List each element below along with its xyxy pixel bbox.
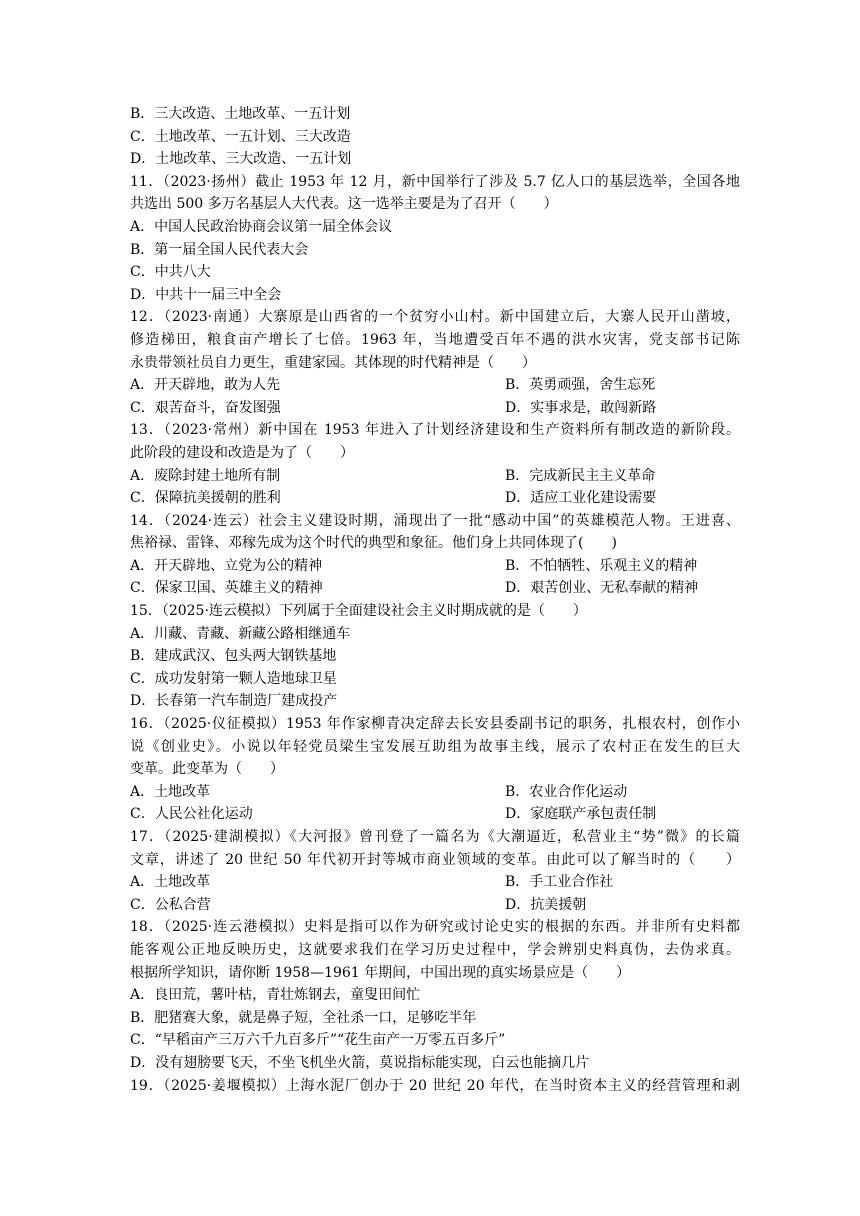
- text-line: 文章，讲述了 20 世纪 50 年代初开封等城市商业领域的变革。由此可以了解当时的（ ）: [130, 851, 740, 868]
- text-line: 此阶段的建设和改造是为了（ ）: [130, 444, 354, 461]
- option-text: D．艰苦创业、无私奉献的精神: [505, 580, 699, 597]
- text-line: D．中共十一届三中全会: [130, 286, 282, 303]
- option-text: C．艰苦奋斗，奋发图强: [130, 399, 281, 416]
- option-text: D．适应工业化建设需要: [505, 490, 657, 507]
- text-line: 共选出 500 多万名基层人大代表。这一选举主要是为了召开（ ）: [130, 196, 558, 213]
- text-line: B．三大改造、土地改革、一五计划: [130, 106, 351, 122]
- text-line: B．肥猪赛大象，就是鼻子短，全社杀一口，足够吃半年: [130, 1009, 477, 1026]
- text-line: 12．（2023·南通）大寨原是山西省的一个贫穷小山村。新中国建立后，大寨人民开山凿坡，: [130, 309, 740, 326]
- text-line: C．土地改革、一五计划、三大改造: [130, 128, 351, 145]
- option-text: A．土地改革: [130, 783, 211, 800]
- option-row: [130, 487, 740, 510]
- option-text: B．不怕牺牲、乐观主义的精神: [505, 557, 698, 574]
- text-line: 焦裕禄、雷锋、邓稼先成为这个时代的典型和象征。他们身上共同体现了( ): [130, 535, 617, 552]
- text-line: 根据所学知识，请你断 1958—1961 年期间，中国出现的真实场景应是（ ）: [130, 964, 631, 981]
- text-line: B．第一届全国人民代表大会: [130, 241, 309, 258]
- option-text: A．开天辟地，敢为人先: [130, 377, 281, 394]
- text-line: 19．（2025·姜堰模拟）上海水泥厂创办于 20 世纪 20 年代，在当时资本主义的经营管理和剥: [130, 1077, 740, 1094]
- option-text: A．废除封建土地所有制: [130, 467, 281, 484]
- option-row: [130, 803, 740, 826]
- option-text: B．农业合作化运动: [505, 783, 628, 800]
- option-text: D．家庭联产承包责任制: [505, 806, 657, 823]
- text-line: A．良田荒，薯叶枯，青壮炼钢去，童叟田间忙: [130, 987, 421, 1004]
- option-row: [130, 465, 740, 488]
- text-line: 说《创业史》。小说以年轻党员梁生宝发展互助组为故事主线，展示了农村正在发生的巨大: [130, 738, 740, 755]
- text-line: 能客观公正地反映历史，这就要求我们在学习历史过程中，学会辨别史料真伪，去伪求真。: [130, 941, 740, 958]
- option-text: D．实事求是，敢闯新路: [505, 399, 657, 416]
- text-line: 永贵带领社员自力更生，重建家园。其体现的时代精神是（ ）: [130, 354, 536, 371]
- text-line: C．“早稻亩产三万六千九百多斤”“花生亩产一万零五百多斤”: [130, 1032, 506, 1049]
- option-text: C．公私合营: [130, 896, 211, 913]
- option-text: B．手工业合作社: [505, 874, 614, 891]
- option-row: [130, 397, 740, 420]
- text-line: D．没有翅膀要飞天，不坐飞机坐火箭，莫说指标能实现，白云也能摘几片: [130, 1054, 590, 1071]
- option-row: [130, 555, 740, 578]
- option-row: [130, 781, 740, 804]
- text-line: D．长春第一汽车制造厂建成投产: [130, 693, 338, 710]
- text-line: 14．（2024·连云）社会主义建设时期，涌现出了一批“感动中国”的英雄模范人物。王进喜、: [130, 512, 740, 529]
- text-line: C．中共八大: [130, 264, 211, 281]
- option-row: [130, 871, 740, 894]
- text-line: 18．（2025·连云港模拟）史料是指可以作为研究或讨论史实的根据的东西。并非所有史料都: [130, 919, 740, 936]
- text-line: 11．（2023·扬州）截止 1953 年 12 月，新中国举行了涉及 5.7 亿人口的基层选举，全国各地: [130, 173, 740, 190]
- text-line: A．中国人民政治协商会议第一届全体会议: [130, 218, 393, 235]
- option-text: D．抗美援朝: [505, 896, 587, 913]
- option-text: B．完成新民主主义革命: [505, 467, 656, 484]
- option-text: C．人民公社化运动: [130, 806, 253, 823]
- text-line: 13．（2023·常州）新中国在 1953 年进入了计划经济建设和生产资料所有制改造的新阶段。: [130, 422, 740, 439]
- text-line: D．土地改革、三大改造、一五计划: [130, 151, 352, 168]
- text-line: 17．（2025·建湖模拟）《大河报》曾刊登了一篇名为《大潮逼近，私营业主“势”微》的长篇: [130, 829, 740, 845]
- option-text: B．英勇顽强，舍生忘死: [505, 377, 656, 394]
- option-text: A．开天辟地、立党为公的精神: [130, 557, 323, 574]
- text-line: 修造梯田，粮食亩产增长了七倍。1963 年，当地遭受百年不遇的洪水灾害，党支部书记陈: [130, 331, 740, 348]
- question-content: [130, 103, 740, 1097]
- option-text: A．土地改革: [130, 874, 211, 891]
- text-line: 变革。此变革为（ ）: [130, 761, 284, 778]
- text-line: B．建成武汉、包头两大钢铁基地: [130, 648, 337, 665]
- option-row: [130, 577, 740, 600]
- option-row: [130, 374, 740, 397]
- option-row: [130, 894, 740, 917]
- text-line: C．成功发射第一颗人造地球卫星: [130, 670, 337, 687]
- text-line: 15．（2025·连云模拟）下列属于全面建设社会主义时期成就的是（ ）: [130, 603, 587, 620]
- option-text: C．保障抗美援朝的胜利: [130, 490, 281, 507]
- text-line: 16．（2025·仪征模拟）1953 年作家柳青决定辞去长安县委副书记的职务，扎根农村，创作小: [130, 716, 740, 733]
- text-line: A．川藏、青藏、新藏公路相继通车: [130, 625, 351, 642]
- option-text: C．保家卫国、英雄主义的精神: [130, 580, 323, 597]
